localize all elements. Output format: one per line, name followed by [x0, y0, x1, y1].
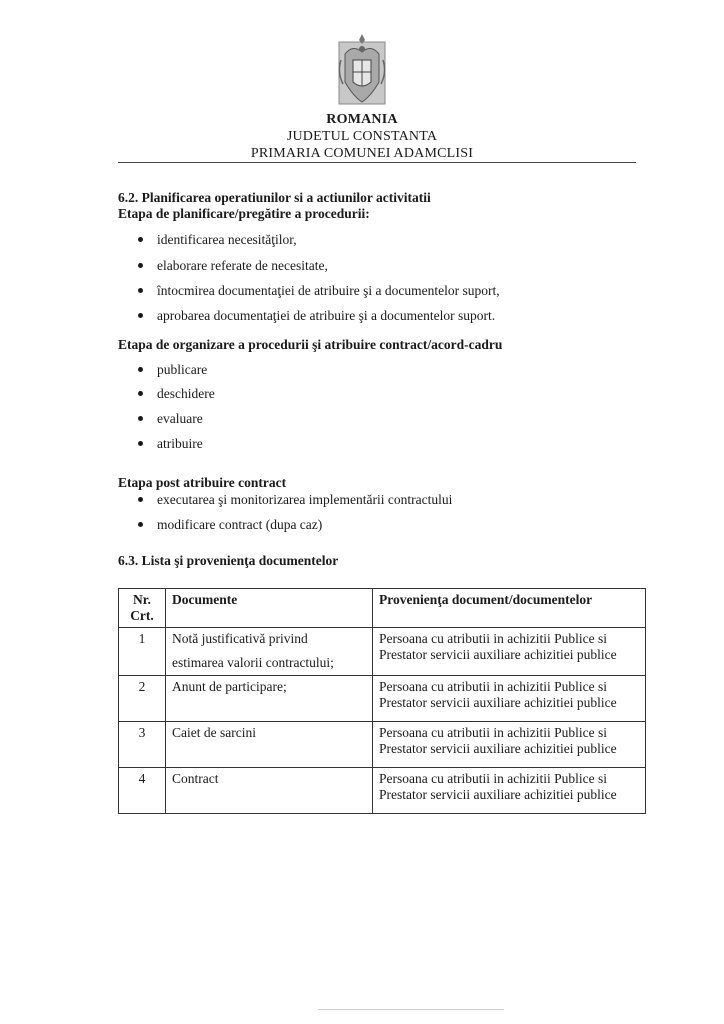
- header-town-hall: PRIMARIA COMUNEI ADAMCLISI: [250, 146, 474, 161]
- list-item: întocmirea documentaţiei de atribuire şi a documentelor suport,: [138, 283, 500, 299]
- table-row: [119, 676, 646, 722]
- header-divider: [118, 162, 636, 163]
- bullet-icon: [138, 263, 143, 268]
- table-header-row: [119, 589, 646, 628]
- documents-table: [118, 588, 646, 814]
- bullet-icon: [138, 522, 143, 527]
- planning-stage-title: Etapa de planificare/pregătire a procedurii:: [118, 206, 370, 221]
- cell-document: Caiet de sarcini: [166, 722, 373, 768]
- cell-document: Anunt de participare;: [166, 676, 373, 722]
- header-documents: Documente: [166, 589, 373, 628]
- cell-nr: 3: [119, 722, 166, 768]
- bullet-icon: [138, 367, 143, 372]
- bullet-icon: [138, 497, 143, 502]
- footer-divider: [318, 1009, 504, 1010]
- table-row: [119, 722, 646, 768]
- bullet-icon: [138, 237, 143, 242]
- cell-origin: Persoana cu atributii in achizitii Publice si Prestator servicii auxiliare achizitiei publice: [373, 676, 646, 722]
- romania-coat-of-arms-icon: [335, 30, 389, 112]
- list-item: aprobarea documentaţiei de atribuire şi a documentelor suport.: [138, 308, 495, 324]
- section-6-3-title: 6.3. Lista şi provenienţa documentelor: [118, 553, 339, 568]
- header-county: JUDETUL CONSTANTA: [286, 129, 438, 144]
- header-nr-crt: Nr. Crt.: [119, 589, 166, 628]
- post-award-stage-title: Etapa post atribuire contract: [118, 475, 287, 490]
- list-item: elaborare referate de necesitate,: [138, 258, 328, 274]
- cell-origin: Persoana cu atributii in achizitii Publice si Prestator servicii auxiliare achizitiei publice: [373, 722, 646, 768]
- list-item: evaluare: [138, 411, 203, 427]
- bullet-icon: [138, 441, 143, 446]
- organizing-stage-title: Etapa de organizare a procedurii şi atribuire contract/acord-cadru: [118, 337, 503, 352]
- list-item: identificarea necesităţilor,: [138, 232, 297, 248]
- cell-nr: 1: [119, 628, 166, 676]
- bullet-icon: [138, 391, 143, 396]
- list-item: executarea şi monitorizarea implementării contractului: [138, 492, 452, 508]
- list-item: deschidere: [138, 386, 215, 402]
- bullet-icon: [138, 288, 143, 293]
- section-6-2-title: 6.2. Planificarea operatiunilor si a actiunilor activitatii: [118, 190, 431, 205]
- cell-document: Contract: [166, 768, 373, 814]
- cell-document: Notă justificativă privind estimarea valorii contractului;: [166, 628, 373, 676]
- list-item: modificare contract (dupa caz): [138, 517, 322, 533]
- list-item: publicare: [138, 362, 207, 378]
- cell-origin: Persoana cu atributii in achizitii Publice si Prestator servicii auxiliare achizitiei publice: [373, 628, 646, 676]
- bullet-icon: [138, 313, 143, 318]
- header-country: ROMANIA: [326, 112, 398, 127]
- cell-nr: 4: [119, 768, 166, 814]
- list-item: atribuire: [138, 436, 203, 452]
- cell-nr: 2: [119, 676, 166, 722]
- cell-origin: Persoana cu atributii in achizitii Publice si Prestator servicii auxiliare achizitiei publice: [373, 768, 646, 814]
- header-origin: Provenienţa document/documentelor: [373, 589, 646, 628]
- table-row: [119, 628, 646, 676]
- bullet-icon: [138, 416, 143, 421]
- table-row: [119, 768, 646, 814]
